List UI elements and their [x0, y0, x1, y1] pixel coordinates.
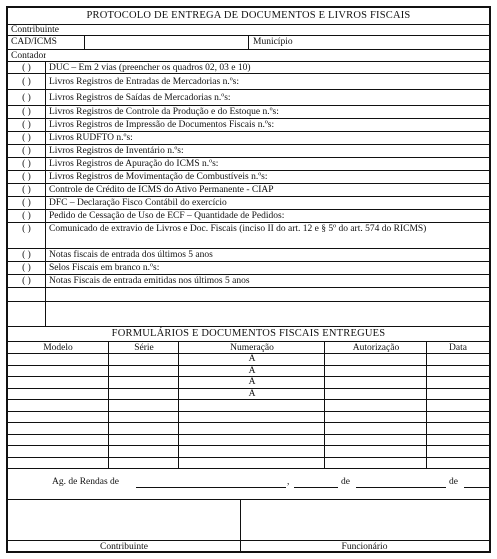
table-row [8, 366, 489, 378]
table-cell[interactable] [324, 400, 427, 411]
contador-label: Contador [11, 51, 47, 61]
table-cell[interactable] [426, 400, 489, 411]
ag-rendas-line[interactable] [136, 487, 286, 488]
checkbox[interactable]: ( ) [8, 62, 46, 73]
checkbox[interactable]: ( ) [8, 74, 46, 89]
table-cell[interactable] [324, 366, 427, 377]
checklist-item: ( ) Comunicado de extravio de Livros e Doc. Fiscais (inciso II do art. 12 e § 5º do art. 574 do RICMS) [8, 223, 489, 249]
table-row [8, 400, 489, 412]
table-cell[interactable] [108, 400, 179, 411]
checklist-item: ( ) Livros Registros de Impressão de Documentos Fiscais n.ºs: [8, 119, 489, 132]
day-line[interactable] [294, 487, 338, 488]
checklist-item: ( ) Livros Registros de Entradas de Mercadorias n.ºs: [8, 74, 489, 90]
checkbox[interactable]: ( ) [8, 119, 46, 131]
protocol-form: PROTOCOLO DE ENTREGA DE DOCUMENTOS E LIVROS FISCAIS Contribuinte CAD/ICMS Município Contador ( ) DUC – Em 2 vias (preencher os quadros 02, 03 e 10) ( ) Livros Registros de Entradas de Mercadorias n.ºs: ( ) Livros Registros de Saídas de Mercadorias n.ºs: ( ) Livros Registros de Controle da Produção e do Estoque n.ºs: ( ) Livros Registros de Impressão de Documentos Fiscais n.ºs: ( ) Livros RUDFTO n.ºs: ( ) Livros Registros de Inventário n.ºs: ( ) Livros Registros de Apuração do ICMS n.ºs: ( ) Livros Registros de Movimentação de Combustíveis n.ºs: ( ) Controle de Crédito de ICMS do Ativo Permanente - CIAP ( ) DFC – Declaração Fisco Contábil do exercício ( ) Pedido de Cessação de Uso de ECF – Quantidade de Pedidos: ( ) Comunicado de extravio de Livros e Doc. Fiscais (inciso II do art. 12 e § 5º do art. 574 do RICMS) ( ) Notas fiscais de entrada dos últimos 5 anos ( ) Selos Fiscais em branco n.ºs: ( ) Notas Fiscais de entrada emitidas nos últimos 5 anos FORMULÁRIOS E DOCUMENTOS FISCAIS ENTREGUES Modelo Série Numeração Autorização Data A A A A Ag. de Rendas de , de de Contribuinte Funcionário [6, 6, 491, 553]
table-cell[interactable] [108, 366, 179, 377]
ag-rendas-label: Ag. de Rendas de [52, 477, 120, 487]
cad-label: CAD/ICMS [11, 37, 57, 47]
table-row [8, 412, 489, 424]
table-cell[interactable] [426, 366, 489, 377]
table-cell[interactable] [426, 389, 489, 400]
checklist-item: ( ) Livros Registros de Inventário n.ºs: [8, 145, 489, 158]
form-title: PROTOCOLO DE ENTREGA DE DOCUMENTOS E LIVROS FISCAIS [8, 8, 489, 25]
table-cell[interactable] [108, 412, 179, 423]
table-cell[interactable] [8, 400, 108, 411]
table-cell[interactable] [324, 377, 427, 388]
year-line[interactable] [464, 487, 490, 488]
table-cell[interactable] [324, 354, 427, 365]
formularios-header-row [8, 341, 489, 354]
checklist-item: ( ) Livros RUDFTO n.ºs: [8, 132, 489, 145]
table-cell[interactable] [178, 446, 325, 457]
checkbox[interactable]: ( ) [8, 158, 46, 170]
table-cell[interactable]: A [178, 389, 325, 400]
table-cell[interactable] [8, 435, 108, 446]
table-cell[interactable] [426, 412, 489, 423]
table-cell[interactable] [426, 377, 489, 388]
table-cell[interactable] [324, 446, 427, 457]
table-cell[interactable] [108, 435, 179, 446]
signature-area [8, 499, 489, 551]
checkbox[interactable]: ( ) [8, 145, 46, 157]
checklist-item: ( ) DUC – Em 2 vias (preencher os quadros 02, 03 e 10) [8, 62, 489, 74]
table-cell[interactable]: A [178, 377, 325, 388]
checkbox[interactable]: ( ) [8, 90, 46, 105]
col-serie: Série [108, 342, 179, 353]
checkbox[interactable]: ( ) [8, 132, 46, 144]
checklist-item: ( ) Controle de Crédito de ICMS do Ativo Permanente - CIAP [8, 184, 489, 197]
table-cell[interactable]: A [178, 354, 325, 365]
contador-row [8, 50, 489, 62]
table-cell[interactable] [324, 423, 427, 434]
checkbox[interactable]: ( ) [8, 184, 46, 196]
table-cell[interactable] [426, 354, 489, 365]
table-row [8, 423, 489, 435]
checklist-item: ( ) DFC – Declaração Fisco Contábil do exercício [8, 197, 489, 210]
table-row [8, 458, 489, 470]
funcionario-signature-label: Funcionário [341, 542, 388, 552]
table-cell[interactable] [8, 366, 108, 377]
checklist-item: ( ) Livros Registros de Movimentação de Combustíveis n.ºs: [8, 171, 489, 184]
table-row [8, 377, 489, 389]
checklist-item: ( ) Notas fiscais de entrada dos últimos 5 anos [8, 249, 489, 262]
table-cell[interactable]: A [178, 366, 325, 377]
col-numeracao: Numeração [178, 342, 325, 353]
cad-row [8, 36, 489, 50]
checkbox[interactable]: ( ) [8, 171, 46, 183]
table-cell[interactable] [426, 435, 489, 446]
table-cell[interactable] [178, 400, 325, 411]
checklist-item: ( ) Pedido de Cessação de Uso de ECF – Quantidade de Pedidos: [8, 210, 489, 223]
contribuinte-signature-label: Contribuinte [99, 542, 149, 552]
table-cell[interactable] [108, 389, 179, 400]
checklist-blank-row [8, 288, 489, 302]
table-cell[interactable] [8, 423, 108, 434]
checkbox[interactable]: ( ) [8, 223, 46, 248]
col-data: Data [426, 342, 489, 353]
table-cell[interactable] [8, 458, 108, 469]
table-cell[interactable] [324, 389, 427, 400]
table-cell[interactable] [108, 423, 179, 434]
municipio-label: Município [253, 37, 293, 47]
table-cell[interactable] [8, 412, 108, 423]
table-cell[interactable] [108, 354, 179, 365]
table-cell[interactable] [8, 377, 108, 388]
table-cell[interactable] [8, 354, 108, 365]
table-cell[interactable] [108, 446, 179, 457]
table-cell[interactable] [178, 412, 325, 423]
table-cell[interactable] [426, 423, 489, 434]
table-cell[interactable] [324, 435, 427, 446]
checklist-item: ( ) Notas Fiscais de entrada emitidas nos últimos 5 anos [8, 275, 489, 288]
contribuinte-row [8, 24, 489, 36]
table-cell[interactable] [8, 389, 108, 400]
col-autorizacao: Autorização [324, 342, 427, 353]
month-line[interactable] [356, 487, 446, 488]
table-cell[interactable] [178, 435, 325, 446]
col-modelo: Modelo [43, 343, 73, 353]
checkbox[interactable]: ( ) [8, 249, 46, 261]
checkbox[interactable]: ( ) [8, 275, 46, 287]
table-cell[interactable] [324, 458, 427, 469]
table-row [8, 435, 489, 447]
checkbox[interactable]: ( ) [8, 197, 46, 209]
table-row [8, 446, 489, 458]
table-cell[interactable] [108, 377, 179, 388]
table-cell[interactable] [178, 458, 325, 469]
formularios-title: FORMULÁRIOS E DOCUMENTOS FISCAIS ENTREGUES [111, 328, 386, 339]
checkbox[interactable]: ( ) [8, 262, 46, 274]
checklist-item: ( ) Selos Fiscais em branco n.ºs: [8, 262, 489, 275]
checkbox[interactable]: ( ) [8, 210, 46, 222]
table-cell[interactable] [426, 446, 489, 457]
checklist-item: ( ) Livros Registros de Controle da Produção e do Estoque n.ºs: [8, 106, 489, 119]
table-row [8, 389, 489, 401]
table-cell[interactable] [426, 458, 489, 469]
table-cell[interactable] [178, 423, 325, 434]
checkbox[interactable]: ( ) [8, 106, 46, 118]
table-cell[interactable] [8, 446, 108, 457]
table-row [8, 354, 489, 366]
checklist-item: ( ) Livros Registros de Apuração do ICMS n.ºs: [8, 158, 489, 171]
checklist-item: ( ) Livros Registros de Saídas de Mercadorias n.ºs: [8, 90, 489, 106]
checklist-blank-row [8, 302, 489, 327]
table-cell[interactable] [324, 412, 427, 423]
contribuinte-label: Contribuinte [11, 25, 60, 35]
table-cell[interactable] [108, 458, 179, 469]
